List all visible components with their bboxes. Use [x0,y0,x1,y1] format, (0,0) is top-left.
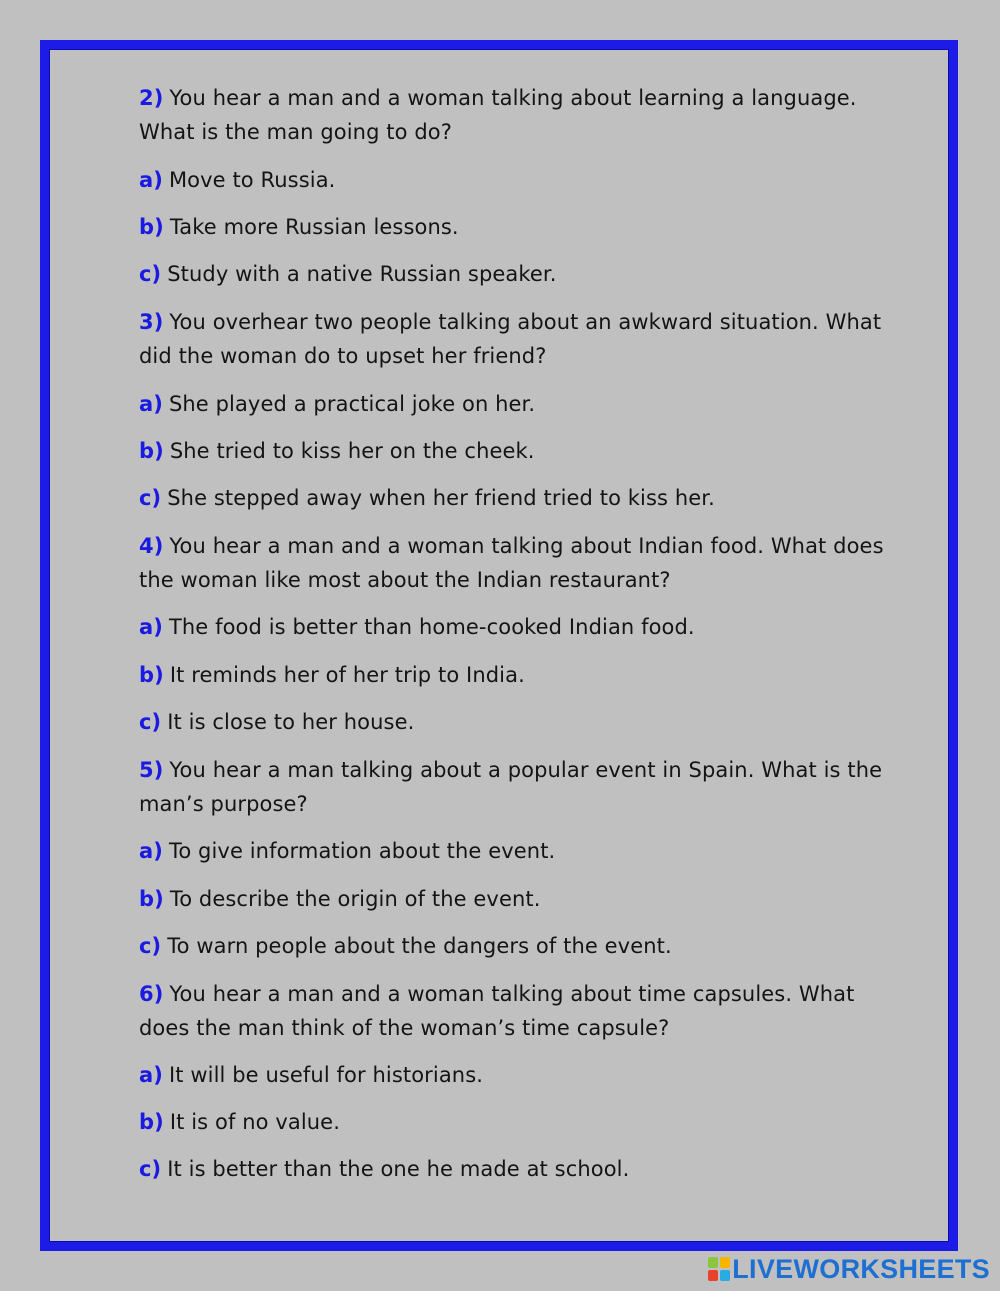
option-label: a) [139,615,163,639]
question-number: 2) [139,86,164,110]
option-label: a) [139,168,163,192]
option-c[interactable]: c) It is better than the one he made at school. [139,1157,630,1181]
question-text-line: man’s purpose? [139,792,308,816]
question-text-line: does the man think of the woman’s time capsule? [139,1016,670,1040]
option-c[interactable]: c) It is close to her house. [139,710,415,734]
option-label: c) [139,1157,162,1181]
question-text-line: 2) You hear a man and a woman talking about learning a language. [139,86,857,110]
option-a[interactable]: a) It will be useful for historians. [139,1063,484,1087]
option-label: a) [139,392,163,416]
brand-name: LIVEWORKSHEETS [732,1253,990,1284]
option-c[interactable]: c) To warn people about the dangers of the event. [139,934,672,958]
option-label: a) [139,1063,163,1087]
option-b[interactable]: b) To describe the origin of the event. [139,887,541,911]
question-text-line: 4) You hear a man and a woman talking about Indian food. What does [139,534,884,558]
option-a[interactable]: a) To give information about the event. [139,839,556,863]
question-text-line: did the woman do to upset her friend? [139,344,547,368]
option-b[interactable]: b) Take more Russian lessons. [139,215,459,239]
question-number: 3) [139,310,164,334]
option-c[interactable]: c) She stepped away when her friend tried to kiss her. [139,486,715,510]
option-b[interactable]: b) She tried to kiss her on the cheek. [139,439,535,463]
option-label: b) [139,215,164,239]
option-b[interactable]: b) It is of no value. [139,1110,340,1134]
question-text-line: the woman like most about the Indian restaurant? [139,568,671,592]
liveworksheets-logo-icon [708,1257,730,1281]
option-label: c) [139,262,162,286]
option-label: c) [139,934,162,958]
question-text-line: 6) You hear a man and a woman talking about time capsules. What [139,982,855,1006]
option-b[interactable]: b) It reminds her of her trip to India. [139,663,525,687]
question-text-line: 5) You hear a man talking about a popular event in Spain. What is the [139,758,883,782]
liveworksheets-brand[interactable] [708,1253,990,1285]
question-text-line: What is the man going to do? [139,120,452,144]
option-label: b) [139,439,164,463]
option-label: c) [139,486,162,510]
option-label: b) [139,1110,164,1134]
option-a[interactable]: a) The food is better than home-cooked Indian food. [139,615,695,639]
option-label: b) [139,887,164,911]
option-a[interactable]: a) Move to Russia. [139,168,336,192]
question-number: 6) [139,982,164,1006]
option-label: b) [139,663,164,687]
question-text-line: 3) You overhear two people talking about an awkward situation. What [139,310,882,334]
option-c[interactable]: c) Study with a native Russian speaker. [139,262,557,286]
option-label: c) [139,710,162,734]
question-number: 4) [139,534,164,558]
option-a[interactable]: a) She played a practical joke on her. [139,392,536,416]
question-number: 5) [139,758,164,782]
option-label: a) [139,839,163,863]
